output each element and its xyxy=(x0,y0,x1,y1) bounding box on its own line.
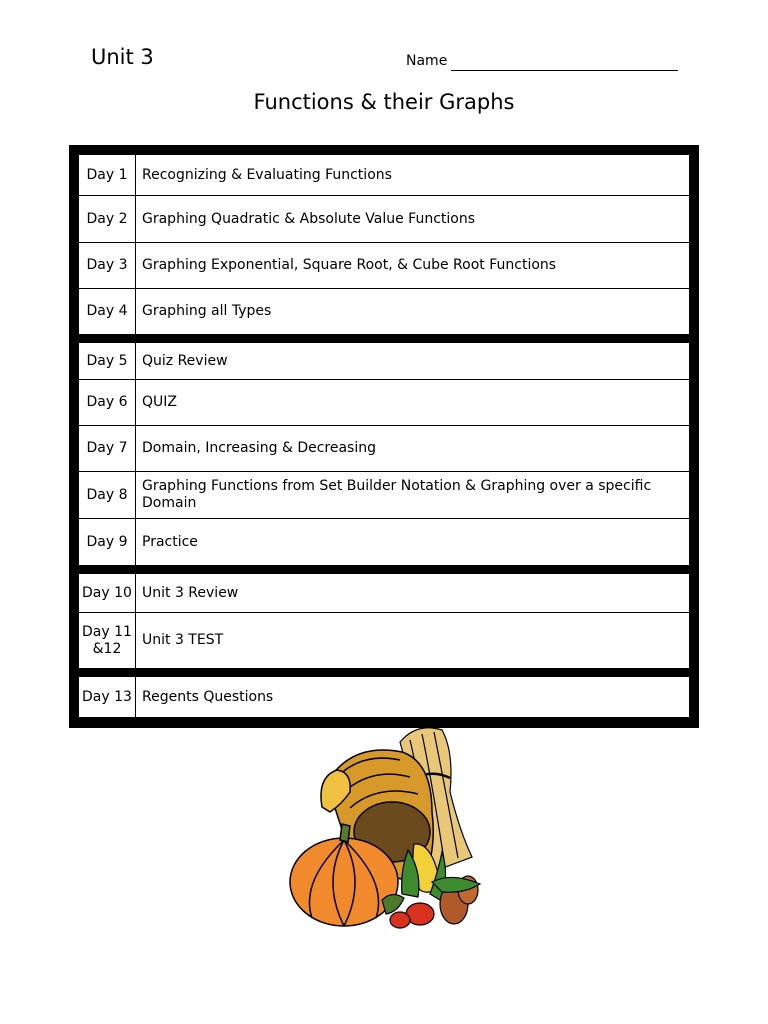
day-cell: Day 13 xyxy=(79,677,136,717)
table-row xyxy=(79,574,689,612)
topic-cell: Practice xyxy=(142,533,198,550)
topic-cell: Unit 3 TEST xyxy=(142,632,224,648)
topic-cell: Regents Questions xyxy=(142,688,274,705)
day-cell: Day 1 xyxy=(79,155,136,195)
day-cell: Day 5 xyxy=(79,343,136,379)
name-field[interactable] xyxy=(451,70,678,71)
topic-cell: Domain, Increasing & Decreasing xyxy=(142,440,377,456)
day-cell: Day 6 xyxy=(79,380,136,425)
day-cell: Day 11 &12 xyxy=(79,613,136,668)
cornucopia-icon xyxy=(282,722,492,942)
day-cell: Day 4 xyxy=(79,289,136,334)
table-row xyxy=(79,425,689,471)
day-cell: Day 7 xyxy=(79,426,136,471)
table-row xyxy=(79,155,689,195)
unit-title: Unit 3 xyxy=(91,45,154,69)
topic-cell: Graphing Functions from Set Builder Notation & Graphing over a specific Domain xyxy=(142,478,652,511)
topic-cell: Graphing all Types xyxy=(142,303,272,319)
day-cell: Day 8 xyxy=(79,472,136,518)
table-row xyxy=(79,471,689,518)
table-row xyxy=(79,242,689,288)
schedule-group xyxy=(76,571,692,671)
table-row xyxy=(79,677,689,717)
table-row xyxy=(79,195,689,242)
topic-cell: Recognizing & Evaluating Functions xyxy=(142,166,392,183)
name-label: Name xyxy=(406,53,448,69)
table-row xyxy=(79,612,689,668)
topic-cell: QUIZ xyxy=(142,394,177,410)
day-cell: Day 10 xyxy=(79,574,136,612)
page-title: Functions & their Graphs xyxy=(253,90,515,114)
day-cell: Day 9 xyxy=(79,519,136,565)
schedule-group xyxy=(76,674,692,720)
topic-cell: Unit 3 Review xyxy=(142,584,239,601)
schedule-group xyxy=(76,340,692,568)
table-row xyxy=(79,518,689,565)
table-row xyxy=(79,379,689,425)
topic-cell: Graphing Exponential, Square Root, & Cube Root Functions xyxy=(142,257,557,273)
schedule-table xyxy=(69,145,699,728)
topic-cell: Graphing Quadratic & Absolute Value Functions xyxy=(142,210,476,227)
table-row xyxy=(79,288,689,334)
day-cell: Day 2 xyxy=(79,196,136,242)
topic-cell: Quiz Review xyxy=(142,352,228,369)
table-row xyxy=(79,343,689,379)
schedule-group xyxy=(76,152,692,337)
day-cell: Day 3 xyxy=(79,243,136,288)
